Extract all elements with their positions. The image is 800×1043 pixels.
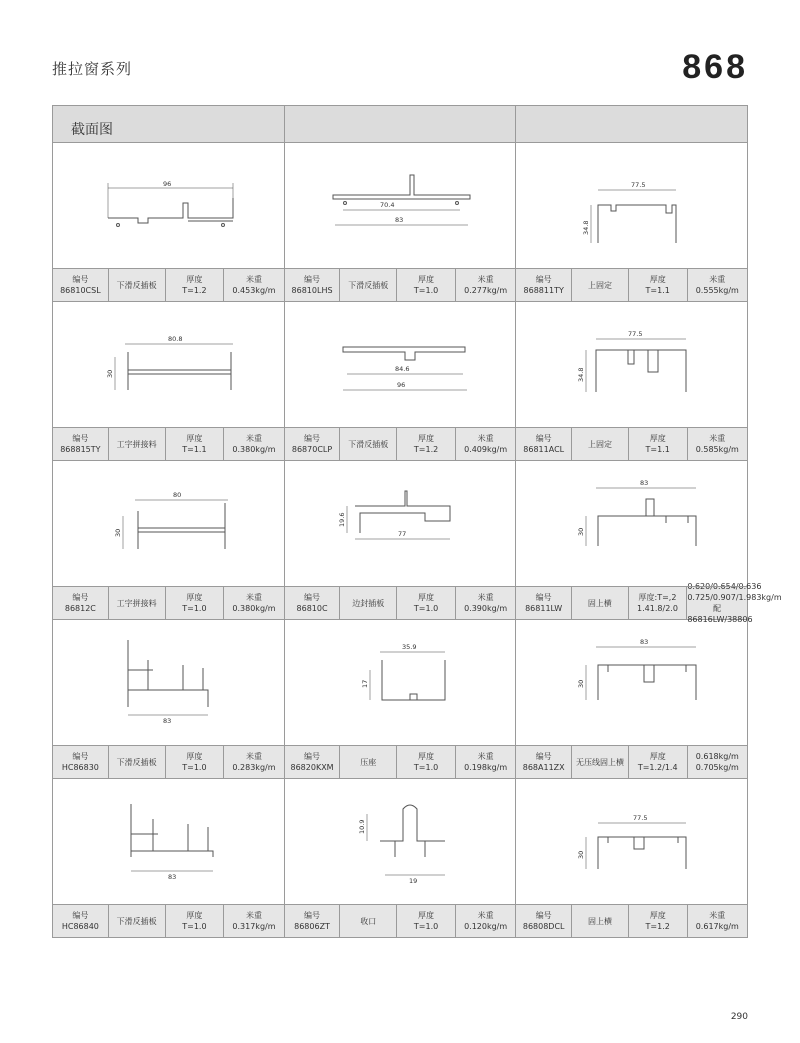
thickness-cell [629, 905, 688, 937]
code-cell [285, 905, 341, 937]
spec-text: T=1.0 [182, 604, 207, 613]
spec-row [53, 905, 284, 938]
dim-label: 83 [640, 638, 649, 646]
weight-cell [687, 582, 782, 624]
weight-cell [456, 905, 515, 937]
spec-row [285, 269, 516, 302]
spec-text: T=1.2 [182, 286, 207, 295]
thickness-cell [629, 587, 688, 619]
spec-text: 厚度 [418, 752, 435, 761]
spec-text: 米重 [477, 593, 494, 602]
spec-text: T=1.1 [645, 286, 670, 295]
cross-section-drawing [516, 461, 747, 587]
spec-text: 编号 [72, 911, 89, 920]
spec-text: 86812C [64, 604, 96, 613]
spec-text: T=1.0 [413, 286, 439, 295]
spec-text: 编号 [535, 275, 552, 284]
dim-label: 77.5 [628, 330, 643, 338]
spec-text: T=1.0 [182, 922, 207, 931]
dim-label: 77.5 [633, 814, 648, 822]
dim-label: 19.6 [337, 512, 346, 527]
dim-label: 30 [114, 528, 122, 537]
profile-cell [53, 302, 285, 461]
spec-text: 上固定 [587, 439, 612, 449]
thickness-cell [397, 428, 456, 460]
table-row [53, 461, 782, 624]
spec-text: 0.555kg/m [695, 286, 739, 295]
page-title: 推拉窗系列 [52, 60, 133, 78]
dim-label: 30 [577, 850, 586, 859]
spec-text: 编号 [535, 752, 552, 761]
thickness-cell [629, 746, 688, 778]
spec-text: 0.725/0.907/1.983kg/m [687, 593, 782, 602]
spec-text: 厚度 [649, 752, 666, 761]
spec-text: 0.617kg/m [695, 922, 739, 931]
cross-section-drawing [53, 302, 284, 428]
dim-label: 83 [640, 479, 649, 487]
cross-section-drawing [516, 143, 747, 269]
profile-cell [53, 143, 285, 302]
code-cell [516, 587, 572, 619]
spec-text: 86810CSL [60, 286, 101, 295]
spec-row [53, 428, 284, 461]
code-cell [285, 746, 341, 778]
spec-text: 边封插板 [352, 598, 385, 608]
name-cell [109, 746, 166, 778]
table-row [53, 620, 748, 779]
spec-text: 86810C [296, 604, 328, 613]
spec-text: 下滑反插板 [348, 280, 389, 290]
spec-row [53, 269, 284, 302]
spec-text: 厚度 [186, 911, 203, 920]
spec-text: T=1.2 [413, 445, 439, 454]
profile-cell [53, 620, 285, 779]
spec-row [516, 905, 747, 938]
profile-cell [285, 143, 517, 302]
spec-text: 米重 [245, 752, 262, 761]
spec-text: 米重 [245, 593, 262, 602]
cross-section-drawing [285, 620, 516, 746]
dim-label: 19 [408, 877, 417, 885]
spec-text: 厚度 [186, 434, 203, 443]
spec-text: 0.198kg/m [464, 763, 508, 772]
thickness-cell [629, 269, 688, 301]
profile-table [52, 105, 782, 938]
spec-text: 下滑反插板 [348, 439, 389, 449]
thickness-cell [397, 269, 456, 301]
cross-section-drawing [285, 302, 516, 428]
spec-text: T=1.1 [182, 445, 207, 454]
spec-text: 编号 [535, 434, 552, 443]
dim-label: 83 [168, 873, 177, 881]
spec-text: 配86816LW/38806 [687, 604, 753, 624]
cross-section-drawing [53, 461, 284, 587]
code-cell [53, 905, 109, 937]
dim-label: 30 [577, 679, 586, 688]
spec-row [53, 746, 284, 779]
spec-text: 0.277kg/m [464, 286, 508, 295]
spec-text: 米重 [709, 275, 726, 284]
code-cell [53, 746, 109, 778]
spec-text: 868A11ZX [522, 763, 565, 772]
thickness-cell [397, 746, 456, 778]
name-cell [340, 428, 397, 460]
table-header [53, 106, 748, 143]
code-cell [53, 587, 109, 619]
thickness-cell [166, 587, 225, 619]
dim-label: 77 [397, 530, 406, 538]
weight-cell [456, 428, 515, 460]
header-cell [516, 106, 748, 143]
dim-label: 83 [394, 216, 403, 224]
spec-text: T=1.0 [413, 922, 439, 931]
spec-text: 868815TY [60, 445, 101, 454]
spec-text: 编号 [535, 593, 552, 602]
spec-text: 0.317kg/m [232, 922, 276, 931]
spec-row [285, 746, 516, 779]
spec-text: HC86830 [61, 763, 99, 772]
spec-text: 86806ZT [294, 922, 330, 931]
name-cell [572, 587, 629, 619]
dim-label: 70.4 [379, 201, 395, 209]
spec-text: 0.620/0.654/0.636 [687, 582, 762, 591]
table-row [53, 143, 748, 302]
spec-text: 工字拼接料 [116, 598, 157, 608]
dim-label: 84.6 [394, 365, 410, 373]
spec-text: 0.120kg/m [464, 922, 508, 931]
dim-label: 35.9 [401, 643, 417, 651]
spec-text: 无压线固上横 [575, 757, 624, 767]
code-cell [285, 269, 341, 301]
profile-cell [516, 302, 748, 461]
spec-text: 厚度 [186, 752, 203, 761]
spec-text: 厚度 [186, 593, 203, 602]
cross-section-drawing [53, 779, 284, 905]
weight-cell [456, 587, 515, 619]
name-cell [109, 428, 166, 460]
dim-label: 30 [577, 527, 586, 536]
spec-row [516, 582, 782, 624]
spec-text: 编号 [535, 911, 552, 920]
dim-label: 80 [173, 491, 182, 499]
spec-text: T=1.2 [645, 922, 670, 931]
dim-label: 34.8 [577, 367, 586, 382]
spec-text: 0.618kg/m [695, 752, 739, 761]
spec-text: 0.283kg/m [232, 763, 276, 772]
profile-cell [516, 461, 782, 624]
dim-label: 80.8 [168, 335, 183, 343]
dim-label: 96 [163, 180, 172, 188]
spec-text: T=1.0 [413, 763, 439, 772]
spec-text: 厚度 [649, 275, 666, 284]
spec-text: 米重 [709, 911, 726, 920]
spec-row [285, 428, 516, 461]
cross-section-drawing [285, 461, 516, 587]
spec-text: 厚度 [649, 911, 666, 920]
spec-text: 工字拼接料 [116, 439, 157, 449]
thickness-cell [397, 587, 456, 619]
dim-label: 77.5 [631, 181, 646, 189]
cross-section-drawing [53, 620, 284, 746]
thickness-cell [166, 905, 225, 937]
code-cell [53, 428, 109, 460]
cross-section-drawing [285, 143, 516, 269]
spec-text: 米重 [245, 434, 262, 443]
thickness-cell [166, 428, 225, 460]
table-row [53, 302, 748, 461]
spec-text: 厚度 [418, 434, 435, 443]
name-cell [572, 428, 629, 460]
code-cell [516, 746, 572, 778]
spec-text: 编号 [72, 275, 89, 284]
thickness-cell [166, 746, 225, 778]
spec-text: 收口 [360, 916, 377, 926]
weight-cell [456, 269, 515, 301]
spec-text: 米重 [709, 434, 726, 443]
spec-text: 0.380kg/m [232, 445, 276, 454]
name-cell [340, 746, 397, 778]
cross-section-drawing [516, 620, 747, 746]
spec-text: 下滑反插板 [116, 757, 157, 767]
spec-text: 编号 [72, 593, 89, 602]
profile-cell [53, 461, 285, 620]
dim-label: 30 [106, 369, 114, 378]
dim-label: 34.8 [582, 220, 591, 235]
cross-section-drawing [516, 779, 747, 905]
weight-cell [688, 905, 747, 937]
spec-text: 米重 [477, 275, 494, 284]
spec-text: HC86840 [61, 922, 99, 931]
name-cell [572, 905, 629, 937]
spec-row [285, 905, 516, 938]
header-cell [53, 106, 285, 143]
spec-text: 0.409kg/m [464, 445, 508, 454]
spec-text: 米重 [245, 275, 262, 284]
name-cell [340, 587, 397, 619]
thickness-cell [166, 269, 225, 301]
profile-cell [285, 302, 517, 461]
name-cell [109, 587, 166, 619]
cross-section-drawing [285, 779, 516, 905]
name-cell [109, 269, 166, 301]
spec-row [285, 587, 516, 620]
name-cell [572, 269, 629, 301]
spec-text: 厚度 [649, 434, 666, 443]
spec-text: 厚度 [418, 593, 435, 602]
code-cell [516, 269, 572, 301]
weight-cell [688, 428, 747, 460]
spec-text: 厚度 [186, 275, 203, 284]
dim-label: 96 [396, 381, 405, 389]
thickness-cell [629, 428, 688, 460]
spec-text: 厚度 [418, 911, 435, 920]
spec-text: 米重 [245, 911, 262, 920]
dim-label: 10.9 [357, 819, 366, 834]
spec-row [53, 587, 284, 620]
code-cell [516, 905, 572, 937]
weight-cell [224, 269, 283, 301]
series-number: 868 [682, 48, 748, 86]
name-cell [340, 905, 397, 937]
spec-text: 厚度:T=,2 [638, 593, 677, 602]
spec-text: 编号 [304, 434, 321, 443]
spec-text: 编号 [72, 434, 89, 443]
header-cell [285, 106, 517, 143]
page-number: 290 [730, 1012, 748, 1022]
spec-text: 86808DCL [522, 922, 565, 931]
spec-text: 编号 [72, 752, 89, 761]
code-cell [285, 587, 341, 619]
name-cell [340, 269, 397, 301]
spec-text: T=1.2/1.4 [637, 763, 678, 772]
spec-text: 编号 [304, 275, 321, 284]
profile-cell [53, 779, 285, 938]
spec-text: 0.390kg/m [464, 604, 508, 613]
spec-text: 编号 [304, 593, 321, 602]
spec-text: 0.380kg/m [232, 604, 276, 613]
spec-text: 编号 [304, 752, 321, 761]
spec-text: 86870CLP [291, 445, 333, 454]
name-cell [572, 746, 629, 778]
cross-section-drawing [516, 302, 747, 428]
spec-text: 0.585kg/m [695, 445, 739, 454]
thickness-cell [397, 905, 456, 937]
cross-section-drawing [53, 143, 284, 269]
spec-text: T=1.0 [182, 763, 207, 772]
spec-text: 0.453kg/m [232, 286, 276, 295]
dim-label: 83 [163, 717, 172, 725]
spec-text: 米重 [477, 911, 494, 920]
section-label: 截面图 [71, 122, 113, 138]
spec-text: 固上横 [587, 916, 612, 926]
spec-text: 86810LHS [291, 286, 333, 295]
profile-cell [285, 461, 517, 620]
spec-text: 米重 [477, 752, 494, 761]
weight-cell [688, 746, 747, 778]
name-cell [109, 905, 166, 937]
profile-cell [285, 779, 517, 938]
code-cell [516, 428, 572, 460]
profile-cell [516, 620, 748, 779]
spec-text: 上固定 [587, 280, 612, 290]
spec-text: 压座 [360, 757, 377, 767]
spec-text: 下滑反插板 [116, 280, 157, 290]
dim-label: 17 [360, 679, 369, 688]
weight-cell [224, 746, 283, 778]
spec-text: 1.41.8/2.0 [637, 604, 678, 613]
weight-cell [224, 587, 283, 619]
spec-row [516, 428, 747, 461]
spec-text: 米重 [477, 434, 494, 443]
code-cell [285, 428, 341, 460]
spec-text: T=1.1 [645, 445, 670, 454]
profile-cell [516, 143, 748, 302]
profile-cell [285, 620, 517, 779]
weight-cell [688, 269, 747, 301]
weight-cell [224, 905, 283, 937]
spec-text: 厚度 [418, 275, 435, 284]
spec-text: 编号 [304, 911, 321, 920]
spec-row [516, 269, 747, 302]
spec-text: 0.705kg/m [695, 763, 739, 772]
code-cell [53, 269, 109, 301]
spec-text: 固上横 [587, 598, 612, 608]
spec-text: 86820KXM [290, 763, 334, 772]
profile-cell [516, 779, 748, 938]
spec-text: T=1.0 [413, 604, 439, 613]
spec-text: 下滑反插板 [116, 916, 157, 926]
spec-text: 86811LW [525, 604, 563, 613]
spec-row [516, 746, 747, 779]
weight-cell [224, 428, 283, 460]
table-row [53, 779, 748, 938]
spec-text: 868811TY [523, 286, 564, 295]
weight-cell [456, 746, 515, 778]
spec-text: 86811ACL [523, 445, 565, 454]
